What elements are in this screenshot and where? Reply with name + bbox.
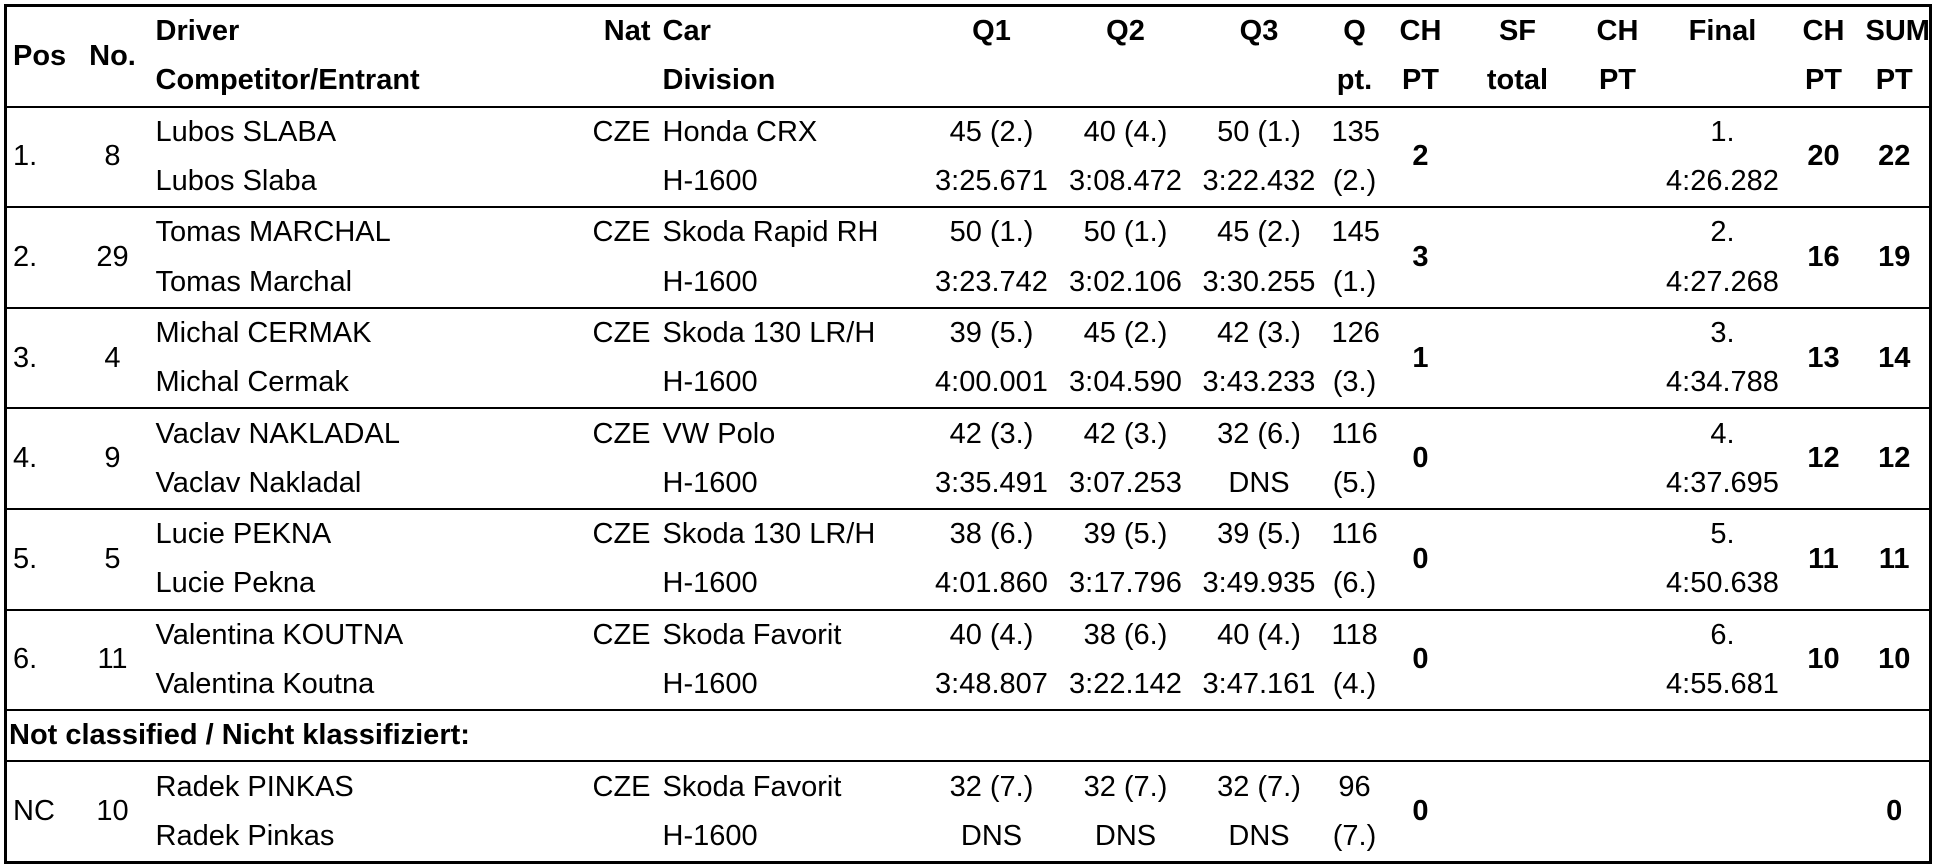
- number-cell: 10: [76, 761, 150, 862]
- nat-cell: CZE: [575, 610, 657, 660]
- q1-points-cell: 42 (3.): [925, 408, 1059, 458]
- q3-points-cell: 32 (7.): [1193, 761, 1326, 811]
- nat-blank-cell: [575, 257, 657, 307]
- q3-time-cell: DNS: [1228, 466, 1290, 499]
- nat-blank-cell: [575, 660, 657, 710]
- q3-time-cell: DNS: [1228, 819, 1290, 852]
- nat-blank-cell: [575, 812, 657, 863]
- nat-blank-cell: [575, 157, 657, 207]
- q3-time-cell: 3:30.255: [1202, 265, 1316, 298]
- table-row: [6, 610, 1931, 660]
- sf-total-cell: [1458, 509, 1578, 610]
- q2-time-cell: DNS: [1094, 819, 1157, 852]
- q2-time-cell: 3:07.253: [1069, 466, 1182, 499]
- nat-cell: CZE: [575, 107, 657, 157]
- car-cell: Skoda Favorit: [657, 761, 925, 811]
- nat-cell: CZE: [575, 761, 657, 811]
- ch-pt-cell: 3: [1384, 207, 1458, 308]
- driver-cell: Lubos SLABA: [150, 107, 575, 157]
- sum-pt-cell: 10: [1860, 610, 1931, 711]
- q-rank-cell: (2.): [1332, 165, 1377, 198]
- header-driver: Driver: [155, 15, 240, 48]
- sf-total-cell: [1458, 610, 1578, 711]
- final-time-cell: 4:50.638: [1666, 567, 1779, 600]
- q3-time-cell: 3:43.233: [1202, 366, 1316, 399]
- ch-pt2-cell: [1578, 610, 1658, 711]
- sum-pt-cell: 0: [1860, 761, 1931, 862]
- final-time-cell: 4:55.681: [1666, 668, 1779, 700]
- header-nat: Nat: [603, 15, 651, 48]
- number-cell: 5: [76, 509, 150, 610]
- final-pos-cell: 3.: [1658, 308, 1788, 358]
- q2-points-cell: 38 (6.): [1059, 610, 1193, 660]
- nat-cell: CZE: [575, 408, 657, 458]
- q1-points-cell: 45 (2.): [925, 107, 1059, 157]
- q3-time-cell: 3:49.935: [1202, 567, 1316, 600]
- header-q2: Q2: [1106, 15, 1145, 48]
- q2-points-cell: 45 (2.): [1059, 308, 1193, 358]
- driver-cell: Valentina KOUTNA: [150, 610, 575, 660]
- ch-pt2-cell: [1578, 107, 1658, 208]
- final-time-cell: [1658, 812, 1788, 863]
- q1-points-cell: 40 (4.): [925, 610, 1059, 660]
- q-rank-cell: (6.): [1332, 567, 1377, 600]
- header-q: Q: [1343, 15, 1366, 48]
- q-rank-cell: (1.): [1332, 265, 1377, 298]
- header-competitor: Competitor/Entrant: [155, 64, 420, 97]
- q1-time-cell: 3:23.742: [935, 265, 1048, 298]
- division-cell: H-1600: [662, 567, 758, 600]
- ch-pt3-cell: 10: [1788, 610, 1860, 711]
- ch-pt2-cell: [1578, 207, 1658, 308]
- final-time-cell: 4:34.788: [1666, 366, 1779, 399]
- header-row-1: [6, 6, 1931, 57]
- car-cell: Skoda Favorit: [657, 610, 925, 660]
- number-cell: 8: [76, 107, 150, 208]
- sf-total-cell: [1458, 761, 1578, 862]
- q1-points-cell: 50 (1.): [925, 207, 1059, 257]
- header-sum: SUM: [1865, 15, 1930, 48]
- sum-pt-cell: 22: [1860, 107, 1931, 208]
- nat-blank-cell: [575, 358, 657, 408]
- ch-pt-cell: 1: [1384, 308, 1458, 409]
- table-row: [6, 761, 1931, 811]
- driver-cell: Michal CERMAK: [150, 308, 575, 358]
- q1-time-cell: 3:25.671: [935, 165, 1048, 198]
- sf-total-cell: [1458, 107, 1578, 208]
- ch-pt3-cell: 13: [1788, 308, 1860, 409]
- final-pos-cell: 5.: [1658, 509, 1788, 559]
- q2-points-cell: 40 (4.): [1059, 107, 1193, 157]
- q3-points-cell: 50 (1.): [1193, 107, 1326, 157]
- q-total-cell: 116: [1326, 509, 1384, 559]
- q1-time-cell: 4:00.001: [935, 366, 1048, 399]
- q3-time-cell: 3:22.432: [1202, 165, 1316, 198]
- q2-points-cell: 42 (3.): [1059, 408, 1193, 458]
- sf-total-cell: [1458, 308, 1578, 409]
- not-classified-label: Not classified / Nicht klassifiziert:: [6, 710, 1931, 761]
- nat-cell: CZE: [575, 207, 657, 257]
- q3-points-cell: 32 (6.): [1193, 408, 1326, 458]
- ch-pt3-cell: 11: [1788, 509, 1860, 610]
- nat-blank-cell: [575, 559, 657, 609]
- final-pos-cell: [1658, 761, 1788, 811]
- car-cell: Skoda 130 LR/H: [657, 509, 925, 559]
- q2-points-cell: 50 (1.): [1059, 207, 1193, 257]
- final-pos-cell: 2.: [1658, 207, 1788, 257]
- division-cell: H-1600: [662, 366, 758, 399]
- header-row-2: [6, 56, 1931, 106]
- sf-total-cell: [1458, 207, 1578, 308]
- results-table-container: [4, 4, 1929, 864]
- header-q2-blank: [1059, 56, 1193, 106]
- header-q1: Q1: [972, 15, 1011, 48]
- header-ch2-pt: PT: [1598, 64, 1637, 97]
- header-q3: Q3: [1239, 15, 1279, 48]
- division-cell: H-1600: [662, 819, 758, 852]
- division-cell: H-1600: [662, 668, 758, 700]
- q-rank-cell: (4.): [1332, 668, 1377, 700]
- q1-time-cell: DNS: [960, 819, 1023, 852]
- car-cell: Skoda 130 LR/H: [657, 308, 925, 358]
- q3-points-cell: 45 (2.): [1193, 207, 1326, 257]
- header-sum-pt: PT: [1875, 64, 1913, 97]
- competitor-cell: Radek Pinkas: [155, 819, 335, 852]
- division-cell: H-1600: [662, 466, 758, 499]
- ch-pt3-cell: 16: [1788, 207, 1860, 308]
- q-total-cell: 126: [1326, 308, 1384, 358]
- header-q1-blank: [925, 56, 1059, 106]
- header-sf-total: total: [1486, 64, 1549, 97]
- q2-time-cell: 3:02.106: [1069, 265, 1182, 298]
- driver-cell: Tomas MARCHAL: [150, 207, 575, 257]
- q-total-cell: 96: [1326, 761, 1384, 811]
- q1-points-cell: 38 (6.): [925, 509, 1059, 559]
- pos-cell: 6.: [6, 610, 76, 711]
- q3-points-cell: 42 (3.): [1193, 308, 1326, 358]
- q3-time-cell: 3:47.161: [1202, 668, 1316, 700]
- header-ch1-pt: PT: [1401, 64, 1440, 97]
- sf-total-cell: [1458, 408, 1578, 509]
- header-division: Division: [662, 64, 776, 97]
- final-pos-cell: 6.: [1658, 610, 1788, 660]
- nat-blank-cell: [575, 459, 657, 509]
- ch-pt2-cell: [1578, 308, 1658, 409]
- competitor-cell: Lubos Slaba: [155, 165, 317, 198]
- q3-points-cell: 39 (5.): [1193, 509, 1326, 559]
- pos-cell: 3.: [6, 308, 76, 409]
- competitor-cell: Michal Cermak: [155, 366, 349, 399]
- table-row: [6, 509, 1931, 559]
- header-q-pt: pt.: [1336, 64, 1373, 97]
- competitor-cell: Vaclav Nakladal: [155, 466, 362, 499]
- final-time-cell: 4:27.268: [1666, 265, 1779, 298]
- car-cell: Honda CRX: [657, 107, 925, 157]
- driver-cell: Lucie PEKNA: [150, 509, 575, 559]
- division-cell: H-1600: [662, 265, 758, 298]
- final-pos-cell: 1.: [1658, 107, 1788, 157]
- table-row: [6, 107, 1931, 157]
- ch-pt-cell: 0: [1384, 408, 1458, 509]
- header-q3-blank: [1193, 56, 1326, 106]
- ch-pt2-cell: [1578, 761, 1658, 862]
- final-time-cell: 4:37.695: [1666, 466, 1779, 499]
- number-cell: 29: [76, 207, 150, 308]
- pos-cell: 1.: [6, 107, 76, 208]
- table-row: [6, 308, 1931, 358]
- q-rank-cell: (5.): [1332, 466, 1377, 499]
- sum-pt-cell: 14: [1860, 308, 1931, 409]
- nat-cell: CZE: [575, 509, 657, 559]
- ch-pt2-cell: [1578, 509, 1658, 610]
- q2-time-cell: 3:04.590: [1069, 366, 1182, 399]
- pos-cell: 2.: [6, 207, 76, 308]
- q-total-cell: 116: [1326, 408, 1384, 458]
- ch-pt3-cell: [1788, 761, 1860, 862]
- q1-time-cell: 3:35.491: [935, 466, 1048, 499]
- q-total-cell: 145: [1326, 207, 1384, 257]
- ch-pt-cell: 0: [1384, 610, 1458, 711]
- q1-points-cell: 39 (5.): [925, 308, 1059, 358]
- competitor-cell: Tomas Marchal: [155, 265, 353, 298]
- q2-points-cell: 39 (5.): [1059, 509, 1193, 559]
- header-no: No.: [89, 39, 136, 72]
- driver-cell: Vaclav NAKLADAL: [150, 408, 575, 458]
- header-nat-blank: [575, 56, 657, 106]
- car-cell: VW Polo: [657, 408, 925, 458]
- q2-time-cell: 3:08.472: [1069, 165, 1182, 198]
- pos-cell: 5.: [6, 509, 76, 610]
- not-classified-row: [6, 710, 1931, 761]
- q2-points-cell: 32 (7.): [1059, 761, 1193, 811]
- final-time-cell: 4:26.282: [1666, 165, 1779, 198]
- table-row: [6, 207, 1931, 257]
- q-rank-cell: (7.): [1332, 819, 1377, 852]
- ch-pt-cell: 0: [1384, 509, 1458, 610]
- table-row: [6, 408, 1931, 458]
- q3-points-cell: 40 (4.): [1193, 610, 1326, 660]
- header-final: Final: [1688, 15, 1757, 48]
- header-pos: Pos: [13, 39, 67, 72]
- q2-time-cell: 3:22.142: [1069, 668, 1182, 700]
- header-final-blank: [1658, 56, 1788, 106]
- sum-pt-cell: 11: [1860, 509, 1931, 610]
- final-pos-cell: 4.: [1658, 408, 1788, 458]
- header-ch3-pt: PT: [1804, 64, 1843, 97]
- q-total-cell: 118: [1326, 610, 1384, 660]
- ch-pt2-cell: [1578, 408, 1658, 509]
- nat-cell: CZE: [575, 308, 657, 358]
- ch-pt3-cell: 20: [1788, 107, 1860, 208]
- q2-time-cell: 3:17.796: [1069, 567, 1182, 600]
- sum-pt-cell: 19: [1860, 207, 1931, 308]
- q-total-cell: 135: [1326, 107, 1384, 157]
- header-ch2: CH: [1596, 15, 1639, 48]
- competitor-cell: Valentina Koutna: [155, 668, 375, 700]
- pos-cell: 4.: [6, 408, 76, 509]
- competitor-cell: Lucie Pekna: [155, 567, 316, 600]
- driver-cell: Radek PINKAS: [150, 761, 575, 811]
- number-cell: 4: [76, 308, 150, 409]
- number-cell: 11: [76, 610, 150, 711]
- header-ch1: CH: [1399, 15, 1442, 48]
- car-cell: Skoda Rapid RH: [657, 207, 925, 257]
- q1-time-cell: 3:48.807: [935, 668, 1048, 700]
- q1-time-cell: 4:01.860: [935, 567, 1048, 600]
- ch-pt-cell: 0: [1384, 761, 1458, 862]
- pos-cell: NC: [6, 761, 76, 862]
- q-rank-cell: (3.): [1332, 366, 1377, 399]
- header-sf: SF: [1498, 15, 1537, 48]
- number-cell: 9: [76, 408, 150, 509]
- sum-pt-cell: 12: [1860, 408, 1931, 509]
- q1-points-cell: 32 (7.): [925, 761, 1059, 811]
- division-cell: H-1600: [662, 165, 758, 198]
- ch-pt-cell: 2: [1384, 107, 1458, 208]
- results-table: [4, 4, 1932, 864]
- ch-pt3-cell: 12: [1788, 408, 1860, 509]
- header-ch3: CH: [1802, 15, 1845, 48]
- header-car: Car: [662, 15, 711, 48]
